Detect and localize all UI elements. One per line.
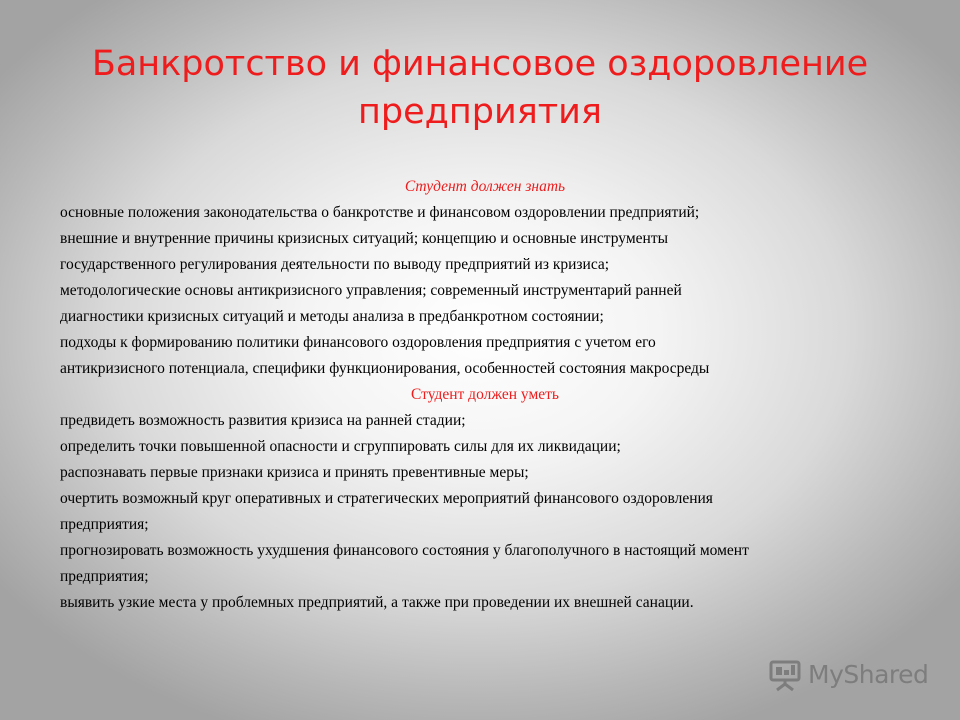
know-line: подходы к формированию политики финансового оздоровления предприятия с учетом его (60, 334, 656, 351)
can-line: очертить возможный круг оперативных и стратегических мероприятий финансового оздоровления (60, 490, 713, 507)
can-line: распознавать первые признаки кризиса и принять превентивные меры; (60, 464, 529, 481)
know-line: основные положения законодательства о банкротстве и финансовом оздоровлении предприятий; (60, 204, 700, 221)
can-line: определить точки повышенной опасности и сгруппировать силы для их ликвидации; (60, 438, 621, 455)
slide-title: Банкротство и финансовое оздоровление предприятия (91, 44, 869, 132)
know-line: методологические основы антикризисного управления; современный инструментарий ранней (60, 282, 682, 299)
know-line: внешние и внутренние причины кризисных ситуаций; концепцию и основные инструменты (60, 230, 669, 247)
slide-body (60, 174, 910, 616)
know-heading: Студент должен знать (404, 178, 566, 195)
can-heading: Студент должен уметь (411, 386, 559, 403)
can-line: предприятия; (60, 516, 149, 533)
can-line: предприятия; (60, 568, 149, 585)
can-line: предвидеть возможность развития кризиса на ранней стадии; (60, 412, 466, 429)
can-line: прогнозировать возможность ухудшения финансового состояния у благополучного в настоящий момент (60, 542, 749, 559)
presentation-board-icon (768, 658, 802, 692)
know-line: антикризисного потенциала, специфики функционирования, особенностей состояния макросреды (60, 360, 710, 377)
can-line: выявить узкие места у проблемных предприятий, а также при проведении их внешней санации. (60, 594, 694, 611)
watermark-text: MyShared (808, 660, 929, 689)
watermark-logo (768, 658, 928, 692)
know-line: диагностики кризисных ситуаций и методы анализа в предбанкротном состоянии; (60, 308, 604, 325)
know-line: государственного регулирования деятельности по выводу предприятий из кризиса; (60, 256, 610, 273)
